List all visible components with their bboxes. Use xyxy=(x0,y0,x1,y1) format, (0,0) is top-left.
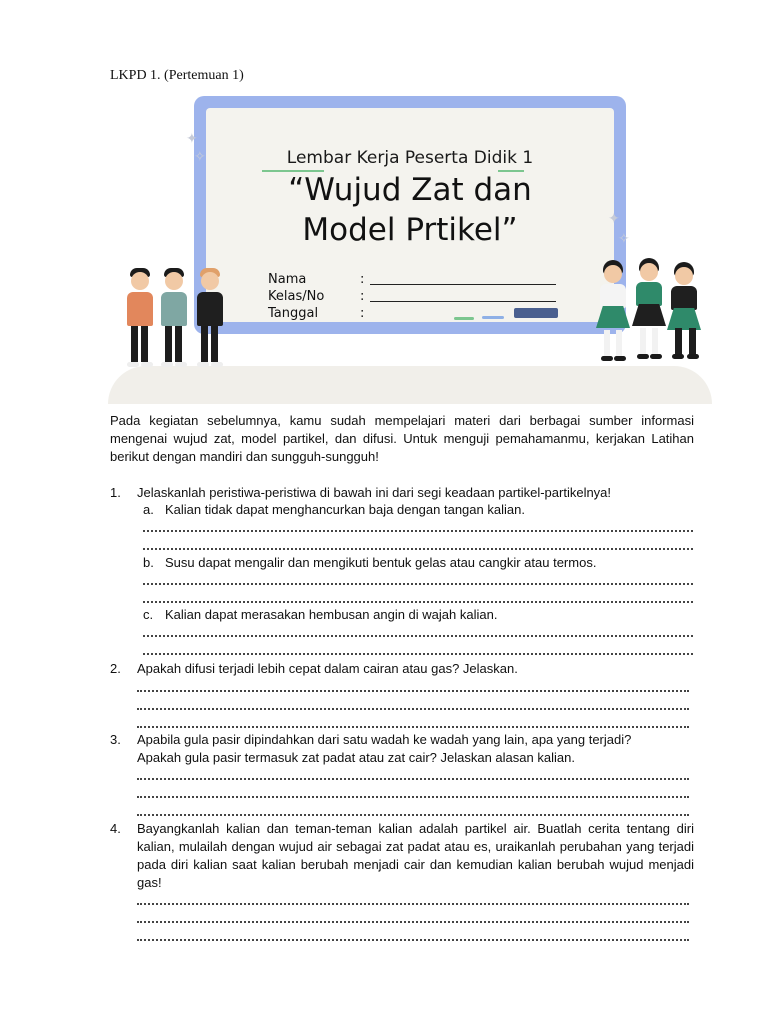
answer-line[interactable] xyxy=(137,678,689,692)
sparkle-icon: ✧ xyxy=(618,230,630,246)
class-colon: : xyxy=(360,289,365,304)
student-boy-icon xyxy=(122,268,158,378)
eraser-icon xyxy=(514,308,558,318)
sparkle-icon: ✦ xyxy=(186,130,198,146)
answer-line[interactable] xyxy=(137,927,689,941)
student-boy-icon xyxy=(190,268,230,378)
answer-line[interactable] xyxy=(137,909,689,923)
answer-line[interactable] xyxy=(143,641,693,655)
answer-line[interactable] xyxy=(137,696,689,710)
question-1b-letter: b. xyxy=(143,555,154,570)
answer-line[interactable] xyxy=(143,571,693,585)
name-blank[interactable] xyxy=(370,272,556,285)
question-1-text: Jelaskanlah peristiwa-peristiwa di bawah ini dari segi keadaan partikel-partikelnya! xyxy=(137,485,612,500)
banner-title-line2: Model Prtikel” xyxy=(302,212,518,248)
class-blank[interactable] xyxy=(370,289,556,302)
question-3-number: 3. xyxy=(110,732,121,747)
question-2-number: 2. xyxy=(110,661,121,676)
student-girl-icon xyxy=(664,262,704,382)
class-label: Kelas/No xyxy=(268,289,325,304)
answer-line[interactable] xyxy=(137,891,689,905)
sparkle-icon: ✦ xyxy=(608,210,620,226)
student-boy-icon xyxy=(156,268,192,378)
student-girl-icon xyxy=(630,258,668,378)
name-field xyxy=(268,272,556,287)
question-3-line1: Apabila gula pasir dipindahkan dari satu wadah ke wadah yang lain, apa yang terjadi? xyxy=(137,732,632,747)
question-1b-text: Susu dapat mengalir dan mengikuti bentuk gelas atau cangkir atau termos. xyxy=(165,555,597,570)
question-2-text: Apakah difusi terjadi lebih cepat dalam cairan atau gas? Jelaskan. xyxy=(137,661,518,676)
date-colon: : xyxy=(360,306,365,321)
answer-line[interactable] xyxy=(143,518,693,532)
answer-line[interactable] xyxy=(137,766,689,780)
banner-subtitle: Lembar Kerja Peserta Didik 1 xyxy=(286,148,534,168)
student-girl-icon xyxy=(594,260,632,380)
question-3-line2: Apakah gula pasir termasuk zat padat atau zat cair? Jelaskan alasan kalian. xyxy=(137,750,575,765)
class-field xyxy=(268,289,556,304)
answer-line[interactable] xyxy=(143,623,693,637)
marker-green-icon xyxy=(454,317,474,320)
title-banner xyxy=(108,92,712,404)
sparkle-icon: ✧ xyxy=(194,148,206,164)
answer-line[interactable] xyxy=(137,802,689,816)
question-4-text: Bayangkanlah kalian dan teman-teman kalian adalah partikel air. Buatlah cerita tentang diri kalian, mulailah dengan wujud air sebagai zat padat atau es, uraikanlah perubahan yang terjadi pada diri kalian saat kalian berubah menjadi cair dan kemudian kalian berubah wujud menjadi gas! xyxy=(137,821,694,890)
answer-line[interactable] xyxy=(143,589,693,603)
document-header: LKPD 1. (Pertemuan 1) xyxy=(110,68,244,83)
question-1a-text: Kalian tidak dapat menghancurkan baja dengan tangan kalian. xyxy=(165,502,525,517)
date-field xyxy=(268,306,364,321)
date-label: Tanggal xyxy=(268,306,319,321)
answer-line[interactable] xyxy=(137,714,689,728)
answer-line[interactable] xyxy=(137,784,689,798)
banner-title-line1: “Wujud Zat dan xyxy=(288,172,532,208)
question-4-number: 4. xyxy=(110,821,121,836)
question-1-number: 1. xyxy=(110,485,121,500)
board xyxy=(206,108,614,322)
intro-paragraph: Pada kegiatan sebelumnya, kamu sudah mempelajari materi dari berbagai sumber informasi mengenai wujud zat, model partikel, dan difusi. Untuk menguji pemahamanmu, kerjakan Latihan berikut dengan mandiri dan sungguh-sungguh! xyxy=(110,413,694,464)
question-1a-letter: a. xyxy=(143,502,154,517)
name-label: Nama xyxy=(268,272,307,287)
question-1c-letter: c. xyxy=(143,607,154,622)
name-colon: : xyxy=(360,272,365,287)
answer-line[interactable] xyxy=(143,536,693,550)
question-1c-text: Kalian dapat merasakan hembusan angin di wajah kalian. xyxy=(165,607,498,622)
banner-title xyxy=(206,170,614,250)
marker-blue-icon xyxy=(482,316,504,319)
